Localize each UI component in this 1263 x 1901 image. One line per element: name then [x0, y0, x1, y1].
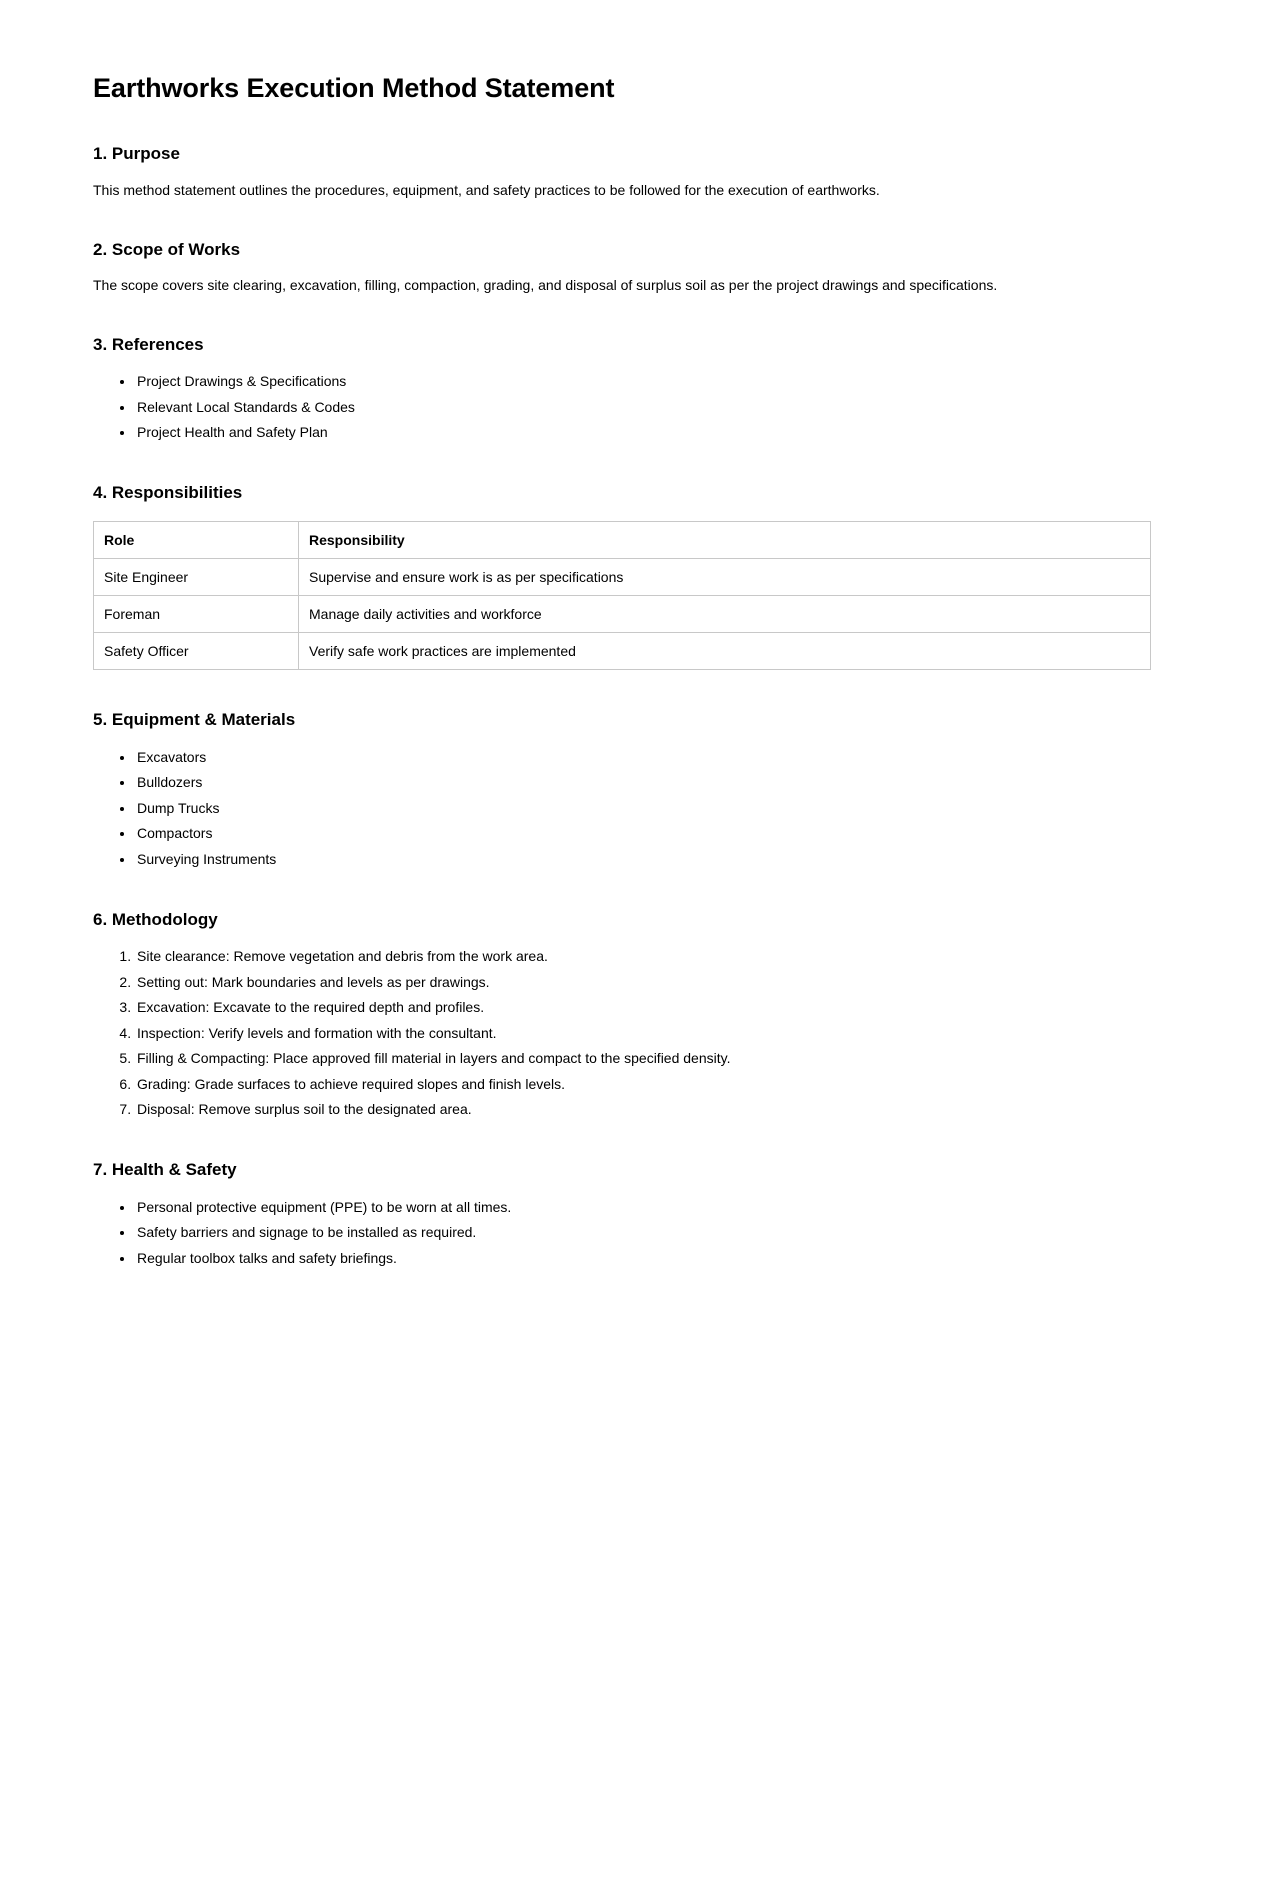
list-item: • Surveying Instruments — [135, 849, 1150, 870]
list-item: 5. Filling & Compacting: Place approved fill material in layers and compact to the specified density. — [135, 1048, 1150, 1069]
references-list — [93, 371, 1150, 443]
section-references — [93, 335, 1150, 443]
section-heading-scope-of-works: 2. Scope of Works — [93, 239, 241, 259]
section-methodology — [93, 910, 1150, 1120]
scope-paragraph: The scope covers site clearing, excavation, filling, compaction, grading, and disposal of surplus soil as per the project drawings and specifications. — [93, 277, 998, 294]
list-item: • Personal protective equipment (PPE) to be worn at all times. — [135, 1197, 1150, 1218]
list-item: 6. Grading: Grade surfaces to achieve required slopes and finish levels. — [135, 1074, 1150, 1095]
table-header-row — [94, 521, 1151, 558]
section-heading-methodology: 6. Methodology — [93, 909, 218, 929]
table-row — [94, 558, 1151, 595]
responsibilities-table — [93, 521, 1151, 671]
equipment-list — [93, 747, 1150, 870]
section-heading-purpose: 1. Purpose — [93, 144, 180, 164]
section-health-safety — [93, 1160, 1150, 1268]
page-title: Earthworks Execution Method Statement — [93, 73, 615, 103]
cell-responsibility: Manage daily activities and workforce — [299, 596, 1151, 633]
section-purpose — [93, 144, 1150, 199]
section-equipment-materials — [93, 710, 1150, 869]
section-responsibilities — [93, 483, 1150, 670]
list-item: 1. Site clearance: Remove vegetation and debris from the work area. — [135, 946, 1150, 967]
list-item: • Safety barriers and signage to be installed as required. — [135, 1222, 1150, 1243]
column-header-role: Role — [94, 521, 299, 558]
cell-role: Safety Officer — [94, 633, 299, 670]
section-heading-equipment-materials: 5. Equipment & Materials — [93, 710, 296, 730]
health-safety-list — [93, 1197, 1150, 1269]
cell-role: Site Engineer — [94, 558, 299, 595]
list-item: • Excavators — [135, 747, 1150, 768]
methodology-list — [93, 946, 1150, 1120]
cell-role: Foreman — [94, 596, 299, 633]
list-item: • Project Drawings & Specifications — [135, 371, 1150, 392]
list-item: 4. Inspection: Verify levels and formation with the consultant. — [135, 1023, 1150, 1044]
list-item: 7. Disposal: Remove surplus soil to the designated area. — [135, 1099, 1150, 1120]
list-item: • Project Health and Safety Plan — [135, 422, 1150, 443]
list-item: • Dump Trucks — [135, 798, 1150, 819]
list-item: 3. Excavation: Excavate to the required depth and profiles. — [135, 997, 1150, 1018]
table-row — [94, 633, 1151, 670]
list-item: • Bulldozers — [135, 772, 1150, 793]
list-item: • Compactors — [135, 823, 1150, 844]
section-scope-of-works — [93, 240, 1150, 295]
section-heading-health-safety: 7. Health & Safety — [93, 1160, 237, 1180]
list-item: 2. Setting out: Mark boundaries and levels as per drawings. — [135, 972, 1150, 993]
list-item: • Relevant Local Standards & Codes — [135, 397, 1150, 418]
section-heading-references: 3. References — [93, 334, 204, 354]
column-header-responsibility: Responsibility — [299, 521, 1151, 558]
cell-responsibility: Verify safe work practices are implemented — [299, 633, 1151, 670]
list-item: • Regular toolbox talks and safety briefings. — [135, 1248, 1150, 1269]
section-heading-responsibilities: 4. Responsibilities — [93, 483, 243, 503]
table-row — [94, 596, 1151, 633]
purpose-paragraph: This method statement outlines the procedures, equipment, and safety practices to be followed for the execution of earthworks. — [93, 181, 880, 198]
cell-responsibility: Supervise and ensure work is as per specifications — [299, 558, 1151, 595]
